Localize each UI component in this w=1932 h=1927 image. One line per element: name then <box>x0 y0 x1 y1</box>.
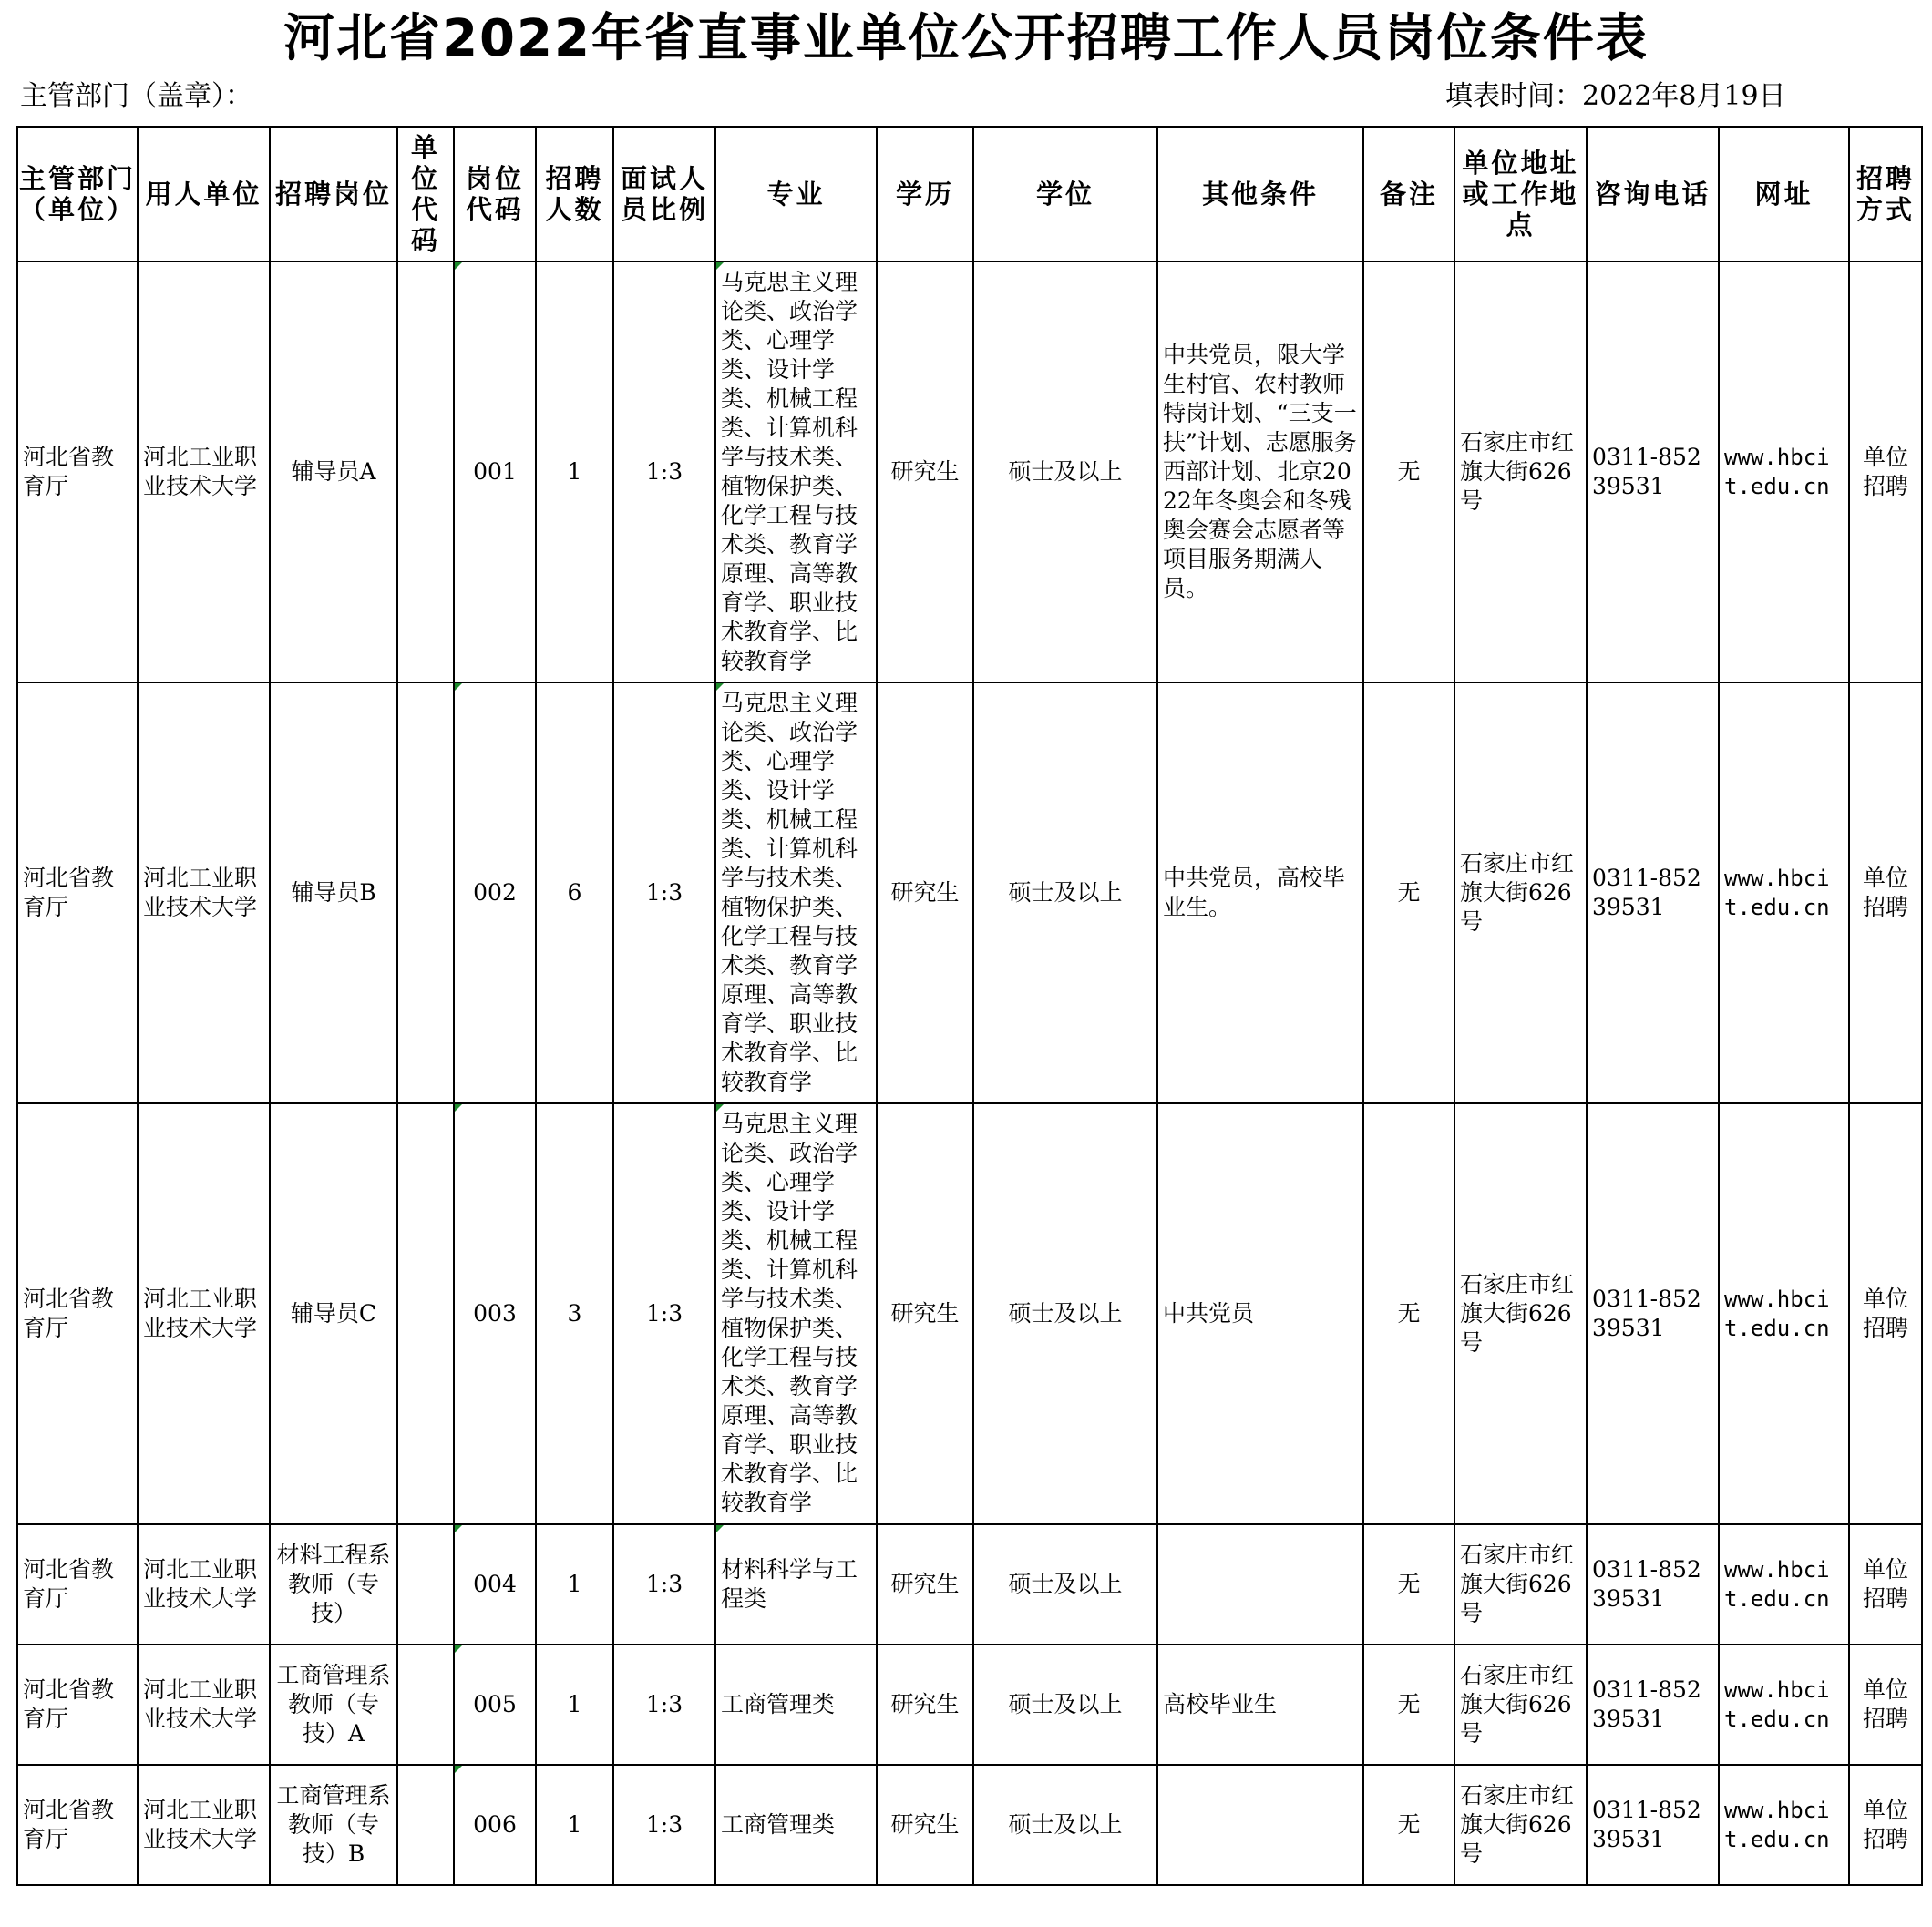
website-cell: www.hbcit.edu.cn <box>1724 445 1830 499</box>
header-cell: 专业 <box>715 127 877 261</box>
website-cell: www.hbcit.edu.cn <box>1724 866 1830 920</box>
count-cell: 1 <box>567 1691 582 1717</box>
note-cell: 无 <box>1397 1811 1421 1838</box>
unit-cell: 河北工业职业技术大学 <box>143 1286 258 1341</box>
method-cell: 单位招聘 <box>1862 1676 1908 1732</box>
address-cell: 石家庄市红旗大街626号 <box>1460 1542 1575 1626</box>
header-cell: 主管部门（单位） <box>17 127 138 261</box>
ratio-cell: 1:3 <box>645 1691 683 1717</box>
post-code-cell: 003 <box>473 1300 517 1327</box>
count-cell: 6 <box>567 879 582 906</box>
count-cell: 1 <box>567 1811 582 1838</box>
major-cell: 材料科学与工程类 <box>721 1556 858 1612</box>
post-code-cell: 002 <box>473 879 517 906</box>
dept-cell: 河北省教育厅 <box>23 1556 115 1612</box>
post-code-cell: 001 <box>473 458 517 485</box>
unit-cell: 河北工业职业技术大学 <box>143 1556 258 1612</box>
major-cell: 工商管理类 <box>721 1811 836 1838</box>
table-row <box>17 1524 1922 1645</box>
header-cell: 咨询电话 <box>1587 127 1719 261</box>
post-code-cell: 005 <box>473 1691 517 1717</box>
education-cell: 研究生 <box>890 1811 960 1838</box>
address-cell: 石家庄市红旗大街626号 <box>1460 1271 1575 1356</box>
website-cell: www.hbcit.edu.cn <box>1724 1557 1830 1612</box>
ratio-cell: 1:3 <box>645 1811 683 1838</box>
header-cell: 面试人员比例 <box>613 127 715 261</box>
post-cell: 工商管理系教师（专技）A <box>276 1662 391 1747</box>
phone-cell: 0311-85239531 <box>1592 444 1701 499</box>
other-conditions-cell: 高校毕业生 <box>1163 1691 1278 1717</box>
method-cell: 单位招聘 <box>1862 865 1908 920</box>
method-cell: 单位招聘 <box>1862 1797 1908 1852</box>
header-cell: 招聘岗位 <box>270 127 397 261</box>
table-row <box>17 261 1922 682</box>
dept-cell: 河北省教育厅 <box>23 1797 115 1852</box>
header-cell: 岗位代码 <box>454 127 536 261</box>
other-conditions-cell: 中共党员，高校毕业生。 <box>1163 865 1346 920</box>
address-cell: 石家庄市红旗大街626号 <box>1460 850 1575 935</box>
table-row <box>17 682 1922 1103</box>
table-row <box>17 1765 1922 1885</box>
post-code-cell: 006 <box>473 1811 517 1838</box>
count-cell: 1 <box>567 458 582 485</box>
degree-cell: 硕士及以上 <box>1008 1691 1123 1717</box>
unit-cell: 河北工业职业技术大学 <box>143 1676 258 1732</box>
method-cell: 单位招聘 <box>1862 444 1908 499</box>
degree-cell: 硕士及以上 <box>1008 1300 1123 1327</box>
major-cell: 工商管理类 <box>721 1691 836 1717</box>
major-cell: 马克思主义理论类、政治学类、心理学类、设计学类、机械工程类、计算机科学与技术类、植物保护类、化学工程与技术类、教育学原理、高等教育学、职业技术教育学、比较教育学 <box>721 690 858 1095</box>
website-cell: www.hbcit.edu.cn <box>1724 1677 1830 1732</box>
page-title: 河北省2022年省直事业单位公开招聘工作人员岗位条件表 <box>283 9 1649 68</box>
phone-cell: 0311-85239531 <box>1592 1676 1701 1732</box>
major-cell: 马克思主义理论类、政治学类、心理学类、设计学类、机械工程类、计算机科学与技术类、植物保护类、化学工程与技术类、教育学原理、高等教育学、职业技术教育学、比较教育学 <box>721 1111 858 1516</box>
phone-cell: 0311-85239531 <box>1592 1556 1701 1612</box>
degree-cell: 硕士及以上 <box>1008 1571 1123 1597</box>
header-cell: 备注 <box>1363 127 1454 261</box>
header-cell: 学位 <box>973 127 1157 261</box>
header-cell: 招聘人数 <box>536 127 613 261</box>
address-cell: 石家庄市红旗大街626号 <box>1460 1662 1575 1747</box>
education-cell: 研究生 <box>890 1571 960 1597</box>
header-cell: 单位代码 <box>397 127 454 261</box>
address-cell: 石家庄市红旗大街626号 <box>1460 1782 1575 1867</box>
education-cell: 研究生 <box>890 1300 960 1327</box>
dept-cell: 河北省教育厅 <box>23 444 115 499</box>
header-cell: 其他条件 <box>1157 127 1363 261</box>
unit-cell: 河北工业职业技术大学 <box>143 444 258 499</box>
post-cell: 辅导员A <box>291 458 376 485</box>
header-cell: 网址 <box>1719 127 1849 261</box>
method-cell: 单位招聘 <box>1862 1286 1908 1341</box>
department-seal-label: 主管部门（盖章）： <box>20 80 252 112</box>
header-cell: 单位地址或工作地点 <box>1454 127 1587 261</box>
dept-cell: 河北省教育厅 <box>23 1676 115 1732</box>
dept-cell: 河北省教育厅 <box>23 1286 115 1341</box>
post-cell: 辅导员B <box>291 879 376 906</box>
website-cell: www.hbcit.edu.cn <box>1724 1286 1830 1341</box>
table-row <box>17 1645 1922 1765</box>
address-cell: 石家庄市红旗大街626号 <box>1460 429 1575 514</box>
degree-cell: 硕士及以上 <box>1008 458 1123 485</box>
ratio-cell: 1:3 <box>645 458 683 485</box>
degree-cell: 硕士及以上 <box>1008 1811 1123 1838</box>
major-cell: 马克思主义理论类、政治学类、心理学类、设计学类、机械工程类、计算机科学与技术类、植物保护类、化学工程与技术类、教育学原理、高等教育学、职业技术教育学、比较教育学 <box>721 269 858 674</box>
ratio-cell: 1:3 <box>645 879 683 906</box>
method-cell: 单位招聘 <box>1862 1556 1908 1612</box>
note-cell: 无 <box>1397 1571 1421 1597</box>
count-cell: 3 <box>567 1300 582 1327</box>
degree-cell: 硕士及以上 <box>1008 879 1123 906</box>
post-cell: 材料工程系教师（专技） <box>276 1542 391 1626</box>
table-row <box>17 1103 1922 1524</box>
count-cell: 1 <box>567 1571 582 1597</box>
other-conditions-cell: 中共党员 <box>1163 1300 1255 1327</box>
website-cell: www.hbcit.edu.cn <box>1724 1798 1830 1852</box>
post-code-cell: 004 <box>473 1571 517 1597</box>
fill-date-label: 填表时间：2022年8月19日 <box>1445 80 1786 112</box>
note-cell: 无 <box>1397 879 1421 906</box>
ratio-cell: 1:3 <box>645 1571 683 1597</box>
note-cell: 无 <box>1397 1691 1421 1717</box>
ratio-cell: 1:3 <box>645 1300 683 1327</box>
header-cell: 招聘方式 <box>1849 127 1922 261</box>
other-conditions-cell: 中共党员，限大学生村官、农村教师特岗计划、“三支一扶”计划、志愿服务西部计划、北京2022年冬奥会和冬残奥会赛会志愿者等项目服务期满人员。 <box>1163 342 1357 601</box>
position-conditions-table <box>16 126 1923 1886</box>
phone-cell: 0311-85239531 <box>1592 1286 1701 1341</box>
unit-cell: 河北工业职业技术大学 <box>143 865 258 920</box>
dept-cell: 河北省教育厅 <box>23 865 115 920</box>
education-cell: 研究生 <box>890 1691 960 1717</box>
header-cell: 学历 <box>877 127 973 261</box>
note-cell: 无 <box>1397 1300 1421 1327</box>
post-cell: 辅导员C <box>290 1300 377 1327</box>
unit-cell: 河北工业职业技术大学 <box>143 1797 258 1852</box>
post-cell: 工商管理系教师（专技）B <box>276 1782 391 1867</box>
education-cell: 研究生 <box>890 458 960 485</box>
note-cell: 无 <box>1397 458 1421 485</box>
table-header-row <box>17 127 1922 261</box>
education-cell: 研究生 <box>890 879 960 906</box>
phone-cell: 0311-85239531 <box>1592 1797 1701 1852</box>
header-cell: 用人单位 <box>138 127 270 261</box>
phone-cell: 0311-85239531 <box>1592 865 1701 920</box>
